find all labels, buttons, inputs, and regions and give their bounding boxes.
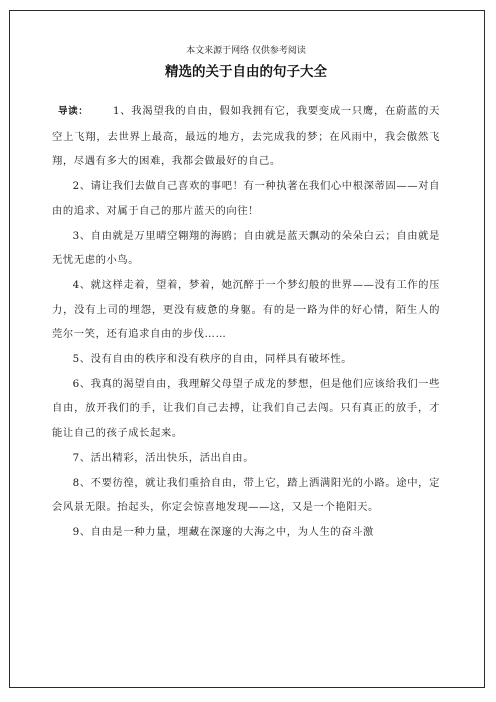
quote-paragraph-2: 2、请让我们去做自己喜欢的事吧！有一种执著在我们心中根深蒂固——对自由的追求、对属于自己的那片蓝天的向往！ [52, 180, 440, 217]
lead-label: 导读： [58, 106, 89, 117]
lead-paragraph [52, 99, 440, 174]
quote-paragraph-9: 9、自由是一种力量，埋藏在深邃的大海之中，为人生的奋斗激 [72, 525, 374, 538]
quote-paragraph-7: 7、活出精彩，活出快乐，活出自由。 [72, 451, 255, 464]
quote-paragraph-4: 4、就这样走着，望着，梦着，她沉醉于一个梦幻般的世界——没有工作的压力，没有上司的埋怨，更没有疲惫的身躯。有的是一路为伴的好心情，陌生人的莞尔一笑，还有追求自由的步伐…… [52, 278, 440, 341]
source-note: 本文来源于网络 仅供参考阅读 [186, 46, 306, 56]
quote-paragraph-3: 3、自由就是万里晴空翱翔的海鸥；自由就是蓝天飘动的朵朵白云；自由就是无忧无虑的小鸟。 [52, 229, 440, 267]
document-content [52, 45, 440, 545]
document-title: 精选的关于自由的句子大全 [165, 64, 327, 80]
quote-paragraph-6: 6、我真的渴望自由，我理解父母望子成龙的梦想，但是他们应该给我们一些自由，放开我们的手，让我们自己去搏，让我们自己去闯。只有真正的放手，才能让自己的孩子成长起来。 [52, 377, 440, 440]
lead-text: 1、我渴望我的自由，假如我拥有它，我要变成一只鹰，在蔚蓝的天空上飞翔，去世界上最高，最远的地方，去完成我的梦；在风雨中，我会傲然飞翔，尽遇有多大的困难，我都会做最好的自己。 [52, 105, 440, 168]
quote-paragraph-8: 8、不要彷徨，就让我们重拾自由，带上它，踏上洒满阳光的小路。途中，定会风景无限。抬起头，你定会惊喜地发现——这，又是一个艳阳天。 [52, 476, 440, 514]
quote-paragraph-5: 5、没有自由的秩序和没有秩序的自由，同样具有破坏性。 [72, 353, 353, 366]
